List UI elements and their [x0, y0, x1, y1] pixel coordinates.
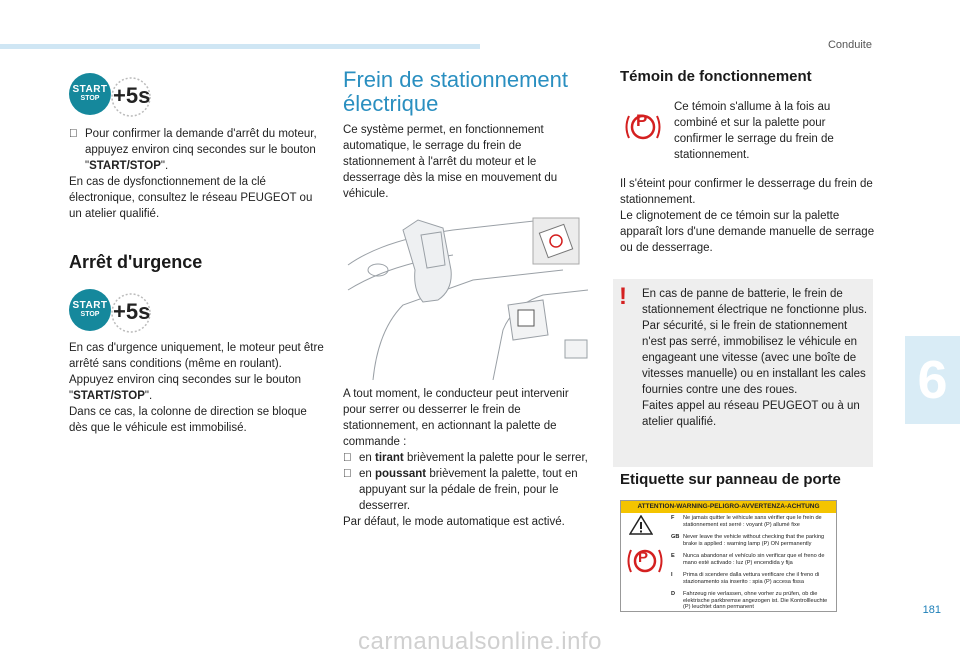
door-label: [620, 500, 837, 612]
stop-label: STOP: [80, 311, 100, 318]
page-number: 181: [922, 604, 941, 616]
lang-text: Nunca abandonar el vehículo sin verificar que el freno de mano esté activado : luz (P) encendida y fija: [683, 553, 825, 566]
label-line: [671, 515, 833, 534]
stop-label: STOP: [80, 95, 100, 102]
warning-icon: !: [619, 283, 627, 310]
push-bullet: [343, 466, 591, 514]
confirm-end: ".: [160, 160, 169, 172]
header-bar: [0, 44, 480, 49]
label-line: [671, 591, 833, 611]
battery-warning-box: [613, 279, 873, 467]
off-text: Il s'éteint pour confirmer le desserrage du frein de stationnement.: [620, 178, 873, 206]
confirm-bold: START/STOP: [89, 160, 161, 172]
start-stop-plus5s-icon: [69, 71, 159, 117]
b2-pre: en: [359, 468, 375, 480]
door-label-title: Etiquette sur panneau de porte: [620, 471, 841, 488]
bullet-icon: [69, 126, 78, 142]
brake-lever-inset: [533, 218, 579, 264]
b2-post: brièvement la palette, tout en appuyant sur la pédale de frein, pour le desserrer.: [359, 468, 578, 512]
lang-code: GB: [671, 534, 680, 540]
confirm-stop-block: [69, 126, 325, 222]
chapter-tab: [905, 336, 960, 424]
door-label-header: ATTENTION-WARNING-PELIGRO-AVVERTENZA-ACHTUNG: [621, 501, 836, 513]
emergency-p2-b: ".: [144, 390, 153, 402]
b2-bold: poussant: [375, 468, 427, 480]
malfunction-text: En cas de dysfonctionnement de la clé électronique, consultez le réseau PEUGEOT ou un atelier qualifié.: [69, 176, 313, 220]
lang-code: I: [671, 572, 673, 578]
lang-code: D: [671, 591, 676, 597]
emergency-p2-a: Appuyez environ cinq secondes sur le bouton ": [69, 374, 302, 402]
label-line: [671, 534, 833, 553]
warning-text: [642, 286, 868, 430]
emergency-p1: En cas d'urgence uniquement, le moteur peut être arrêté sans conditions (même en roulant).: [69, 342, 324, 370]
lang-text: Never leave the vehicle without checking that the parking brake is applied : warning lamp (P) ON permanently: [683, 534, 825, 547]
label-line: [671, 553, 833, 572]
plus-5s-label: +5s: [113, 299, 151, 324]
confirm-text: Pour confirmer la demande d'arrêt du moteur, appuyez environ cinq secondes sur le bouton ": [85, 128, 317, 172]
witness-title: Témoin de fonctionnement: [620, 68, 812, 85]
bullet-icon: [343, 466, 352, 482]
watermark: carmanualsonline.info: [358, 628, 602, 655]
emergency-p2-bold: START/STOP: [73, 390, 145, 402]
manual-intro: A tout moment, le conducteur peut intervenir pour serrer ou desserrer le frein de stationnement, en actionnant la palette de commande :: [343, 388, 569, 448]
default-text: Par défaut, le mode automatique est activé.: [343, 516, 565, 528]
title-line-1: Frein de stationnement: [343, 67, 569, 92]
bullet-icon: [343, 450, 352, 466]
chapter-number: 6: [917, 350, 948, 410]
plus-5s-label: +5s: [113, 83, 151, 108]
manual-control-block: [343, 386, 591, 530]
confirm-bullet: [69, 126, 325, 174]
brake-symbol: P: [636, 111, 648, 130]
b1-bold: tirant: [375, 452, 404, 464]
start-stop-plus5s-icon-2: [69, 287, 159, 333]
lang-text: Ne jamais quitter le véhicule sans vérifier que le frein de stationnement est serré : voyant (P) allumé fixe: [683, 515, 822, 528]
emergency-p3: Dans ce cas, la colonne de direction se bloque dès que le véhicule est immobilisé.: [69, 406, 307, 434]
lang-text: Prima di scendere dalla vettura verificare che il freno di stazionamento sia inserito : spia (P) accesa fissa: [683, 572, 820, 585]
gear-console-illustration: [343, 210, 593, 380]
warning-triangle-icon: [629, 515, 653, 535]
label-line: [671, 572, 833, 591]
b1-pre: en: [359, 452, 375, 464]
lang-code: E: [671, 553, 675, 559]
b1-post: brièvement la palette pour le serrer,: [403, 452, 588, 464]
start-label: START: [72, 300, 108, 311]
warning-p1: En cas de panne de batterie, le frein de stationnement électrique ne fonctionne plus.: [642, 288, 868, 316]
title-line-2: électrique: [343, 91, 439, 116]
door-label-lines: [671, 515, 833, 611]
section-title: Conduite: [827, 39, 872, 51]
parking-brake-title: [343, 68, 593, 116]
intro-text: Ce système permet, en fonctionnement automatique, le serrage du frein de stationnement à l'arrêt du moteur et le desserrage dès la mise en mouvement du véhicule.: [343, 124, 558, 200]
start-stop-button-icon: [69, 73, 111, 115]
start-label: START: [72, 84, 108, 95]
lang-text: Fahrzeug nie verlassen, ohne vorher zu prüfen, ob die elektrische parkbremse angezogen ist. Die Kontrollleuchte (P) leuchtet dann permanent: [683, 591, 828, 611]
start-stop-button-icon: [69, 289, 111, 331]
lang-code: F: [671, 515, 675, 521]
witness-details: [620, 176, 876, 256]
witness-text: Ce témoin s'allume à la fois au combiné et sur la palette pour confirmer le serrage du frein de stationnement.: [674, 101, 834, 161]
emergency-p2: [69, 372, 325, 404]
label-brake-symbol: P: [638, 549, 649, 566]
warning-p2: Par sécurité, si le frein de stationnement n'est pas serré, immobilisez le véhicule en engageant une vitesse (avec une boîte de vitesses manuelle) ou en installant les cales fournies contre une des roues.: [642, 320, 866, 396]
pull-bullet: [343, 450, 591, 466]
warning-p3: Faites appel au réseau PEUGEOT ou à un atelier qualifié.: [642, 400, 860, 428]
emergency-block: [69, 340, 325, 436]
emergency-title: Arrêt d'urgence: [69, 252, 203, 272]
blink-text: Le clignotement de ce témoin sur la palette apparaît lors d'une demande manuelle de serrage ou de desserrage.: [620, 210, 875, 254]
